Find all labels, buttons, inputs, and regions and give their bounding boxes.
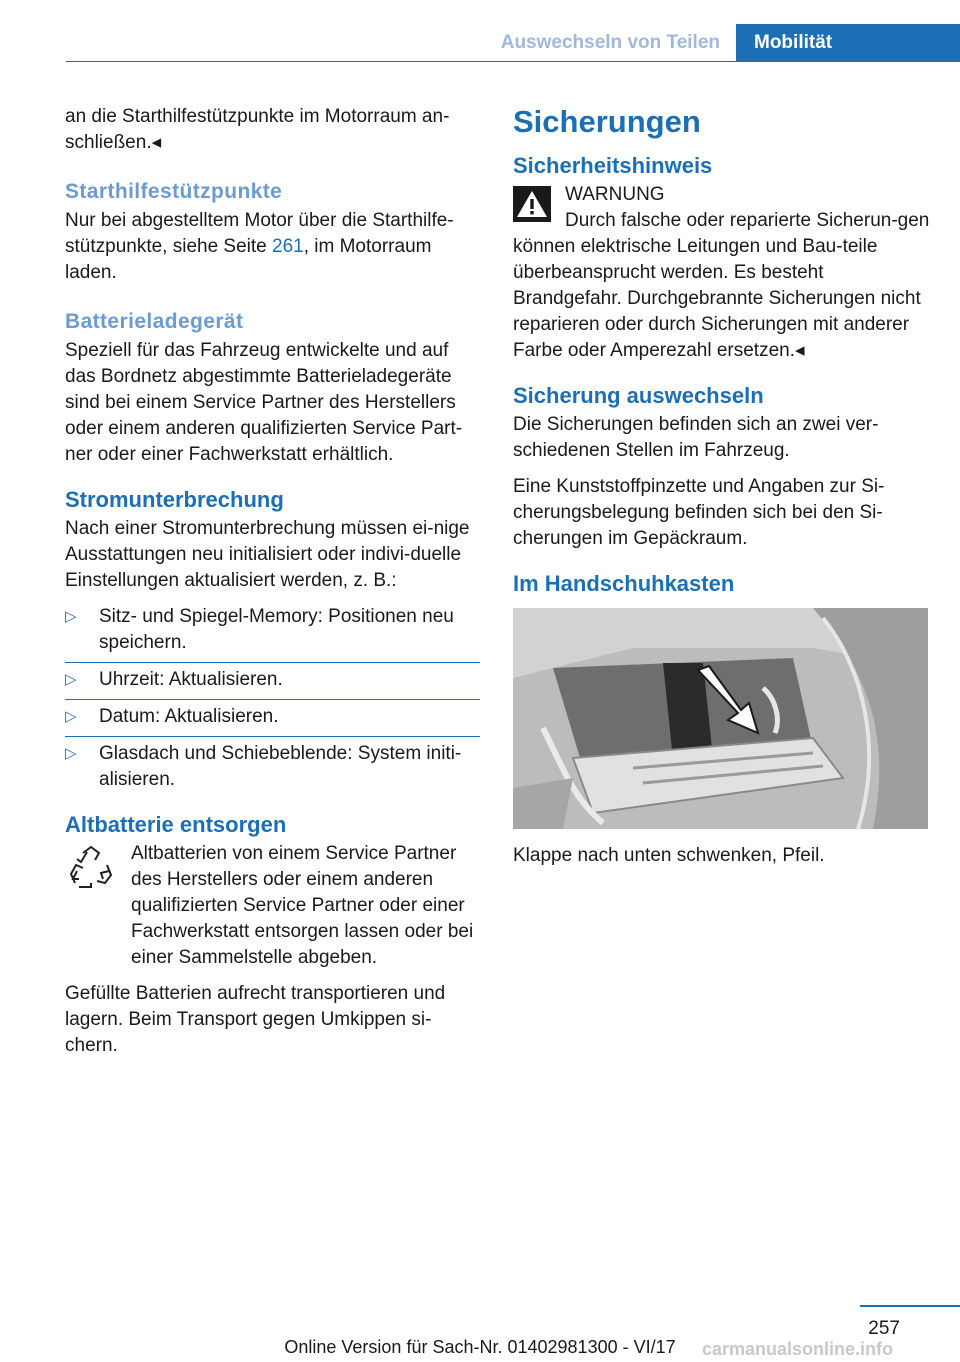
page-link-261[interactable]: 261 bbox=[272, 236, 304, 257]
heading-altbatterie: Altbatterie entsorgen bbox=[65, 812, 287, 837]
page-number: 257 bbox=[868, 1318, 900, 1339]
stromunterbrechung-paragraph: Nach einer Stromunterbrechung müssen ei-nige Ausstattungen neu initialisiert oder indivi-duelle Einstellungen aktualisiert werden, z. B.: bbox=[65, 518, 470, 591]
auswechseln-paragraph-1: Die Sicherungen befinden sich an zwei ver-schiedenen Stellen im Fahrzeug. bbox=[513, 414, 879, 461]
heading-stromunterbrechung: Stromunterbrechung bbox=[65, 487, 284, 512]
auswechseln-paragraph-2: Eine Kunststoffpinzette und Angaben zur Si-cherungsbelegung befinden sich bei den Si-cherungen im Gepäckraum. bbox=[513, 476, 885, 549]
list-item: ▷ Sitz- und Spiegel-Memory: Positionen neu speichern. bbox=[65, 606, 454, 653]
list-separator bbox=[65, 699, 480, 700]
starthilfe-text-after: , im Motorraum laden. bbox=[65, 236, 432, 283]
warning-text: Durch falsche oder reparierte Sicherun-gen können elektrische Leitungen und Bau-teile überbeansprucht werden. Es besteht Brandgefahr. Durchgebrannte Sicherungen nicht reparieren oder durch Sicherungen mit anderer Farbe oder Amperezahl ersetzen.◂ bbox=[513, 210, 930, 361]
altbatterie-paragraph-2: Gefüllte Batterien aufrecht transportieren und lagern. Beim Transport gegen Umkippen si-chern. bbox=[65, 983, 446, 1056]
recycling-note bbox=[65, 841, 480, 971]
stromunterbrechung-list bbox=[65, 604, 480, 793]
heading-sicherung-auswechseln: Sicherung auswechseln bbox=[513, 383, 764, 408]
intro-paragraph: an die Starthilfestützpunkte im Motorraum an-schließen.◂ bbox=[65, 106, 450, 153]
list-separator bbox=[65, 736, 480, 737]
triangle-bullet-icon: ▷ bbox=[65, 745, 77, 762]
warning-box bbox=[513, 182, 930, 364]
header-section-title: Auswechseln von Teilen bbox=[500, 32, 720, 53]
glovebox-caption: Klappe nach unten schwenken, Pfeil. bbox=[513, 845, 825, 866]
page-number-rule bbox=[860, 1305, 960, 1307]
heading-sicherheitshinweis: Sicherheitshinweis bbox=[513, 153, 713, 178]
list-item: ▷ Glasdach und Schiebeblende: System initi-alisieren. bbox=[65, 743, 462, 790]
heading-handschuhkasten: Im Handschuhkasten bbox=[513, 571, 735, 596]
left-column bbox=[65, 104, 480, 1069]
warning-triangle-icon bbox=[513, 186, 551, 222]
starthilfe-paragraph bbox=[65, 208, 480, 286]
heading-starthilfestuetzpunkte: Starthilfestützpunkte bbox=[65, 180, 283, 203]
right-column bbox=[513, 104, 930, 879]
heading-batterieladegeraet: Batterieladegerät bbox=[65, 310, 244, 333]
page-title: Sicherungen bbox=[513, 104, 701, 139]
list-item: ▷ Datum: Aktualisieren. bbox=[65, 704, 480, 730]
triangle-bullet-icon: ▷ bbox=[65, 671, 77, 688]
triangle-bullet-icon: ▷ bbox=[65, 608, 77, 625]
header-chapter-tab: Mobilität bbox=[736, 24, 960, 62]
warning-label: WARNUNG bbox=[565, 184, 665, 205]
glovebox-illustration bbox=[513, 608, 928, 829]
batterieladegeraet-paragraph: Speziell für das Fahrzeug entwickelte und auf das Bordnetz abgestimmte Batterieladegeräte sind bei einem Service Partner des Herstellers oder einem anderen qualifizierten Service Part-ner oder einer Fachwerkstatt erhältlich. bbox=[65, 340, 463, 465]
header-rule bbox=[66, 61, 960, 62]
triangle-bullet-icon: ▷ bbox=[65, 708, 77, 725]
list-item: ▷ Uhrzeit: Aktualisieren. bbox=[65, 667, 480, 693]
starthilfe-text-before: Nur bei abgestelltem Motor über die Starthilfe-stützpunkte, siehe Seite bbox=[65, 210, 454, 257]
footer-text: Online Version für Sach-Nr. 01402981300 - VI/17 bbox=[284, 1337, 676, 1357]
list-separator bbox=[65, 662, 480, 663]
altbatterie-paragraph-1: Altbatterien von einem Service Partner des Herstellers oder einem anderen qualifizierten Service Partner oder einer Fachwerkstatt entsorgen lassen oder bei einer Sammelstelle abgeben. bbox=[131, 843, 474, 968]
page-header bbox=[0, 0, 960, 62]
recycling-icon bbox=[65, 843, 117, 895]
watermark: carmanualsonline.info bbox=[702, 1339, 894, 1359]
